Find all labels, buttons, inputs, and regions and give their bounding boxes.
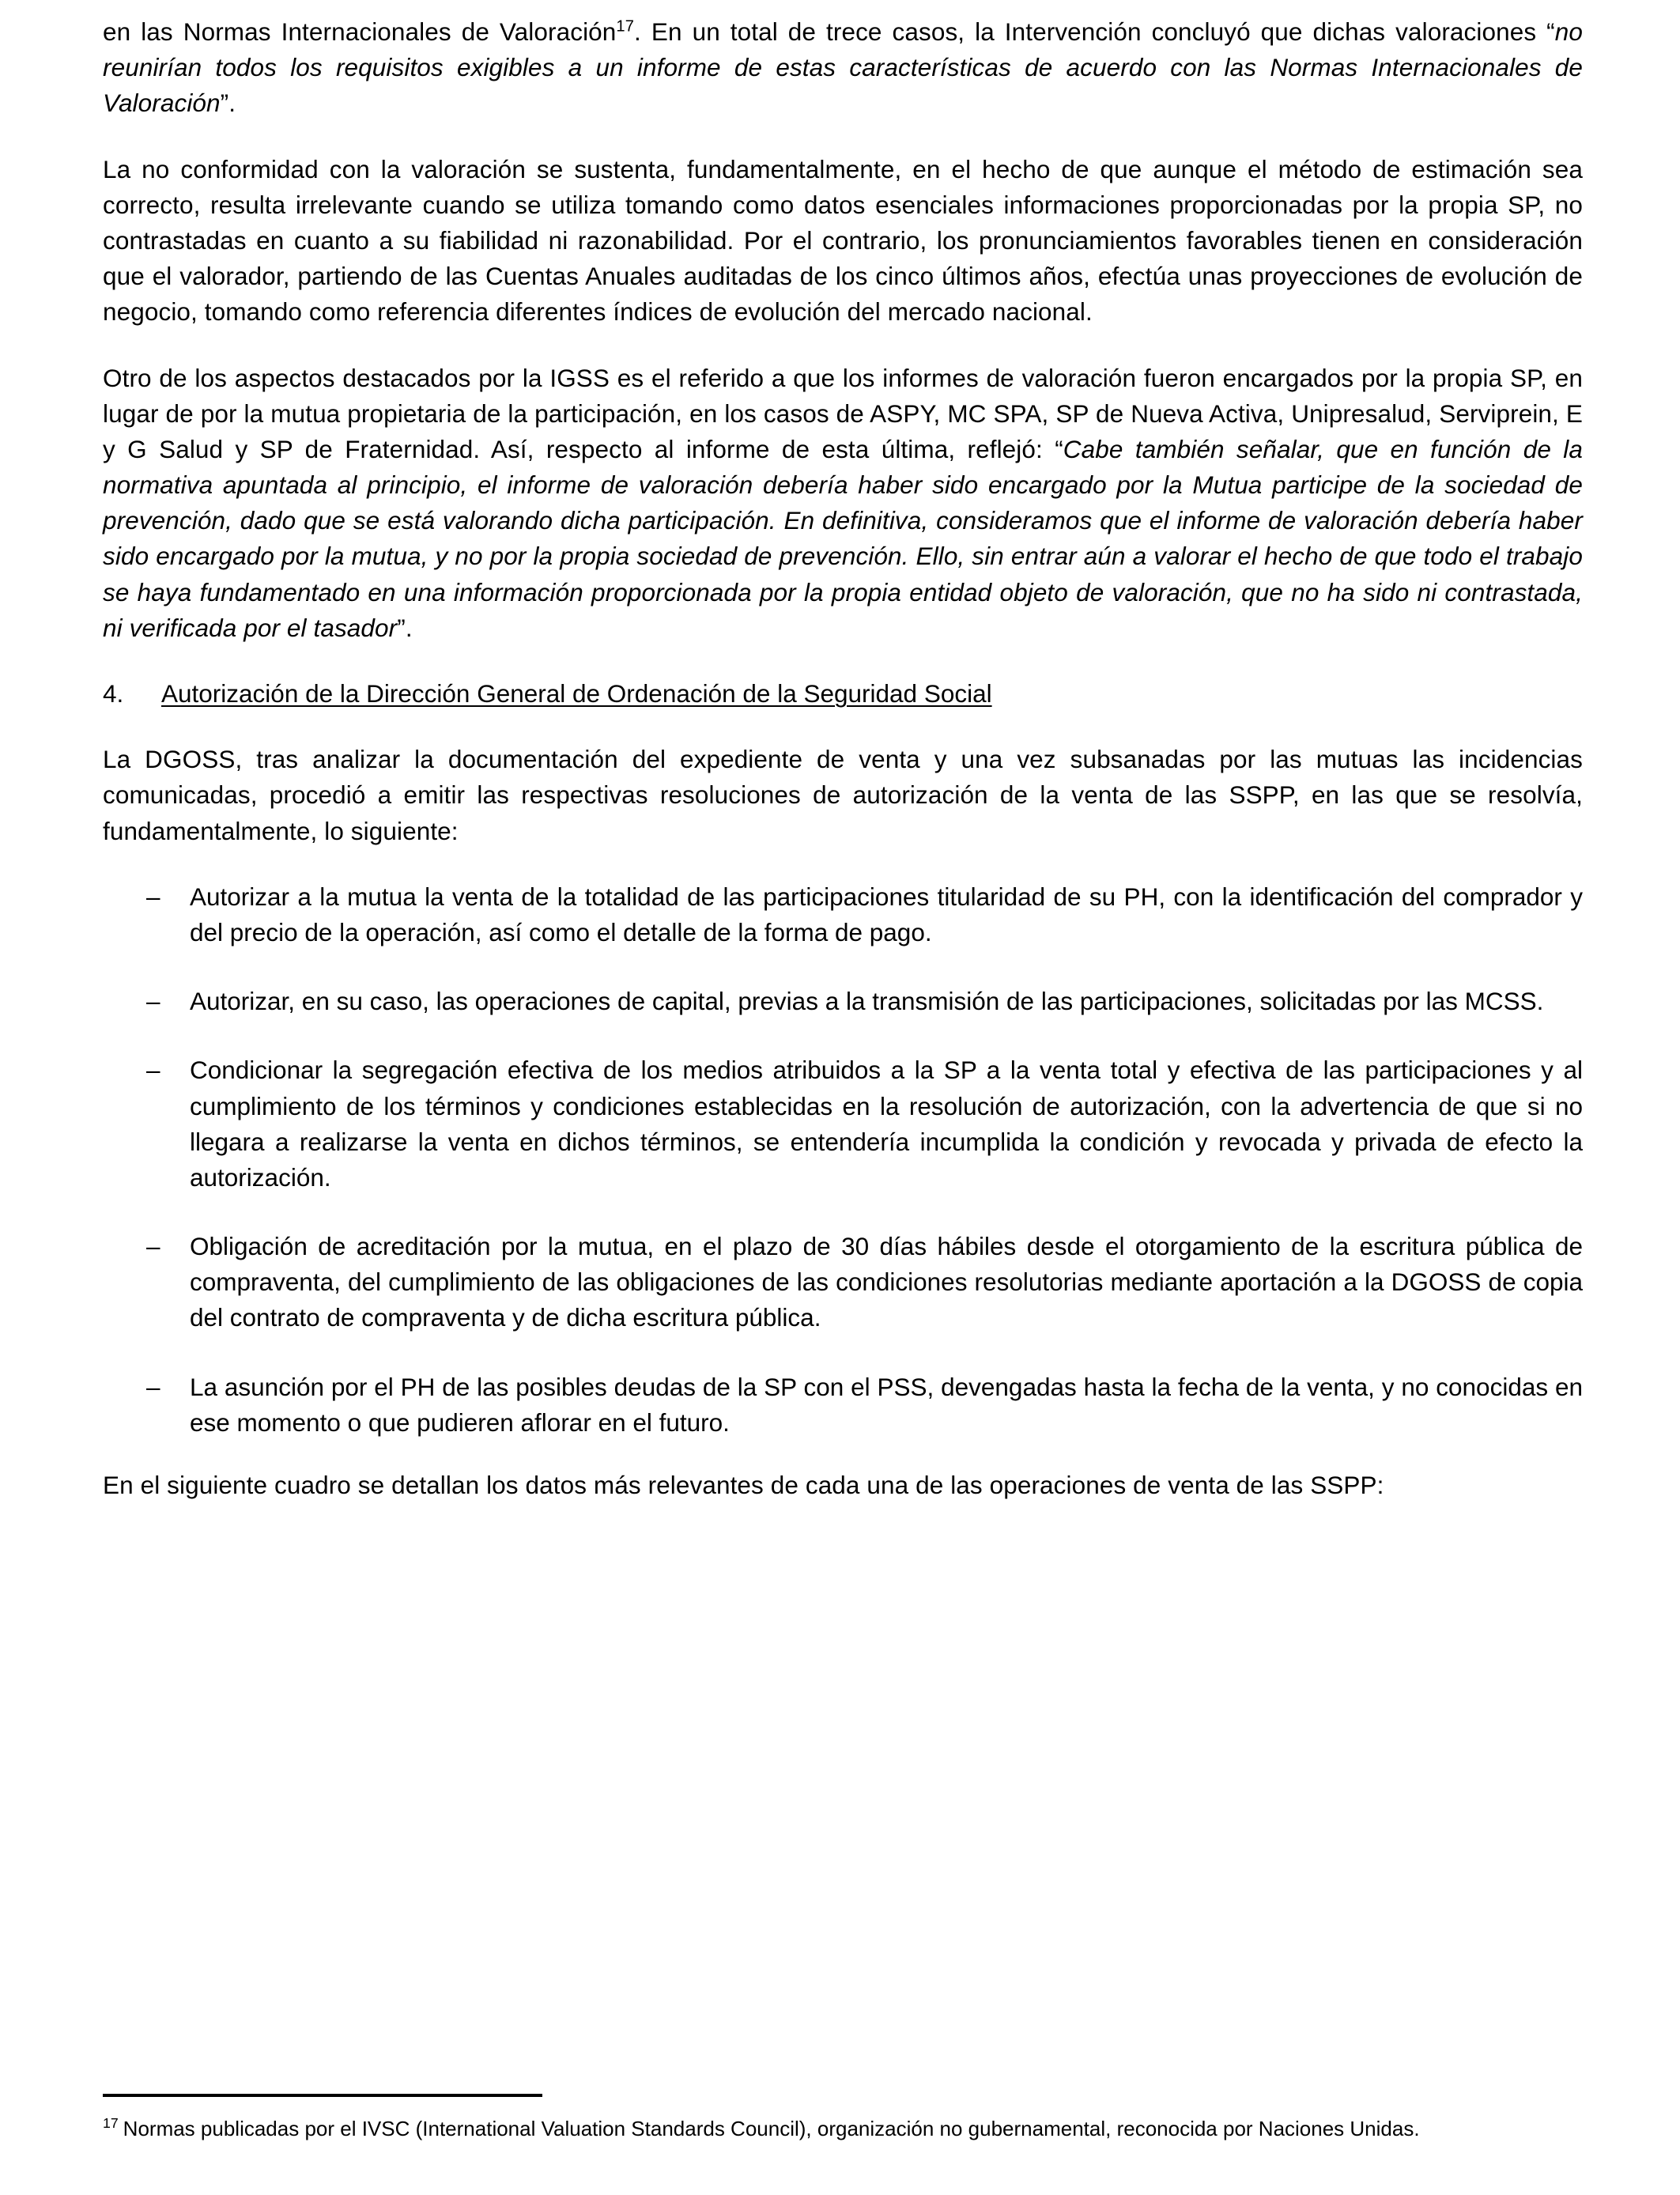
list-item [103,984,1583,1019]
paragraph-siguiente-cuadro: En el siguiente cuadro se detallan los datos más relevantes de cada una de las operaciones de venta de las SSPP: [103,1471,1384,1499]
paragraph-valoracion-intervencion [103,14,1583,122]
list-item-text: La asunción por el PH de las posibles deudas de la SP con el PSS, devengadas hasta la fecha de la venta, y no conocidas en ese momento o que pudieren aflorar en el futuro. [190,1372,1583,1437]
paragraph-3-run-1: Otro de los aspectos destacados por la IGSS es el referido a que los informes de valoración fueron encargados por la propia SP, en lugar de por la mutua propietaria de la participación, en los casos de ASPY, MC SPA, SP de Nueva Activa, Unipresalud, Serviprein, E y G Salud y SP de Fraternidad. Así, respecto al informe de esta última, reflejó: “ [103,363,1583,463]
page-content [103,14,1583,1503]
paragraph-1-run-3: ”. [220,89,236,118]
footnote-area [103,2094,1583,2143]
dash-bullet-icon: – [146,1372,160,1401]
dash-bullet-icon: – [146,987,160,1016]
paragraph-no-conformidad: La no conformidad con la valoración se sustenta, fundamentalmente, en el hecho de que aunque el método de estimación sea correcto, resulta irrelevante cuando se utiliza tomando como datos esenciales informaciones proporcionadas por la propia SP, no contrastadas en cuanto a su fiabilidad ni razonabilidad. Por el contrario, los pronunciamientos favorables tienen en consideración que el valorador, partiendo de las Cuentas Anuales auditadas de los cinco últimos años, efectúa unas proyecciones de evolución de negocio, tomando como referencia diferentes índices de evolución del mercado nacional. [103,154,1583,327]
list-item [103,879,1583,950]
footnote-marker: 17 [103,2115,119,2132]
footnote-separator-rule [103,2094,542,2097]
list-item-text: Autorizar, en su caso, las operaciones de capital, previas a la transmisión de las participaciones, solicitadas por las MCSS. [190,987,1544,1016]
resolutions-list [103,879,1583,1441]
dash-bullet-icon: – [146,1232,160,1261]
section-heading-4-number: 4. [103,679,124,708]
paragraph-1-run-2: . En un total de trece casos, la Intervención concluyó que dichas valoraciones “ [634,17,1555,46]
list-item-text: Autorizar a la mutua la venta de la totalidad de las participaciones titularidad de su PH, con la identificación del comprador y del precio de la operación, así como el detalle de la forma de pago. [190,882,1583,946]
paragraph-dgoss-resoluciones: La DGOSS, tras analizar la documentación del expediente de venta y una vez subsanadas por las mutuas las incidencias comunicadas, procedió a emitir las respectivas resoluciones de autorización de la venta de las SSPP, en las que se resolvía, fundamentalmente, lo siguiente: [103,745,1583,845]
paragraph-3-run-2: ”. [397,613,413,642]
footnote-17 [103,2114,1583,2143]
section-heading-4-title: Autorización de la Dirección General de Ordenación de la Seguridad Social [161,679,992,708]
list-item-text: Condicionar la segregación efectiva de los medios atribuidos a la SP a la venta total y efectiva de las participaciones y al cumplimiento de los términos y condiciones establecidas en la resolución de autorización, con la advertencia de que si no llegara a realizarse la venta en dichos términos, se entendería incumplida la condición y revocada y privada de efecto la autorización. [190,1056,1583,1192]
dash-bullet-icon: – [146,882,160,911]
list-item-text: Obligación de acreditación por la mutua, en el plazo de 30 días hábiles desde el otorgamiento de la escritura pública de compraventa, del cumplimiento de las obligaciones de las condiciones resolutorias mediante aportación a la DGOSS de copia del contrato de compraventa y de dicha escritura pública. [190,1232,1583,1332]
paragraph-1-quote: no reunirían todos los requisitos exigibles a un informe de estas características de acuerdo con las Normas Internacionales de Valoración [103,17,1583,118]
list-item [103,1370,1583,1441]
paragraph-1-run-1: en las Normas Internacionales de Valoración [103,17,617,46]
list-item [103,1052,1583,1196]
footnote-text: Normas publicadas por el IVSC (International Valuation Standards Council), organización no gubernamental, reconocida por Naciones Unidas. [123,2117,1420,2140]
footnote-reference-17[interactable]: 17 [616,17,635,36]
paragraph-3-quote: Cabe también señalar, que en función de la normativa apuntada al principio, el informe de valoración debería haber sido encargado por la Mutua participe de la sociedad de prevención, dado que se está valorando dicha participación. En definitiva, consideramos que el informe de valoración debería haber sido encargado por la mutua, y no por la propia sociedad de prevención. Ello, sin entrar aún a valorar el hecho de que todo el trabajo se haya fundamentado en una información proporcionada por la propia entidad objeto de valoración, que no ha sido ni contrastada, ni verificada por el tasador [103,434,1583,642]
dash-bullet-icon: – [146,1056,160,1085]
list-item [103,1229,1583,1336]
section-heading-4 [103,676,1583,712]
paragraph-igss-informes [103,361,1583,647]
